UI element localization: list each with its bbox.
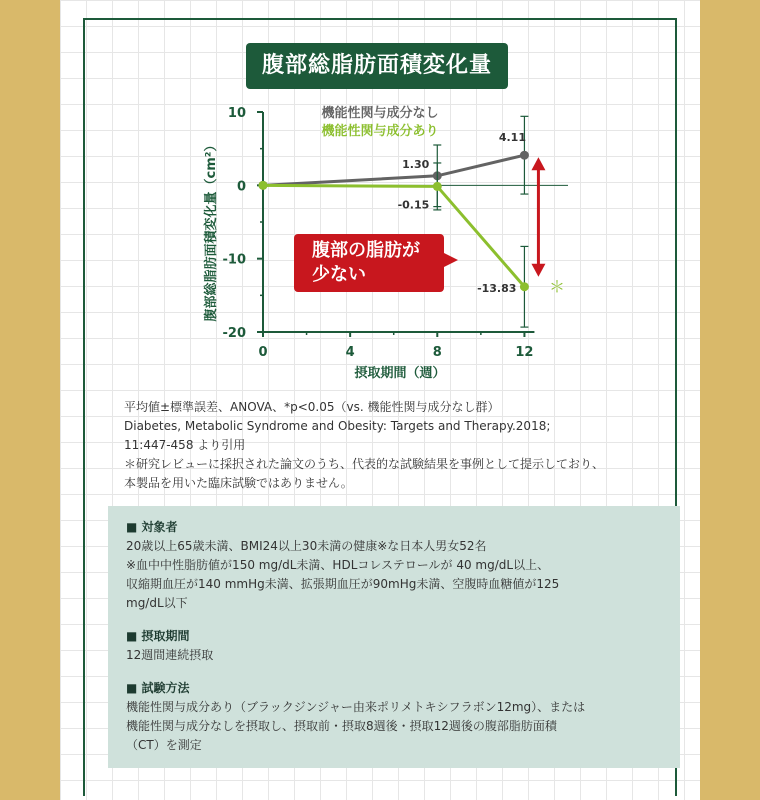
legend-without-ingredient: 機能性関与成分なし xyxy=(321,106,439,121)
data-point xyxy=(520,282,529,291)
data-label: -13.83 xyxy=(477,281,517,295)
data-point xyxy=(433,182,442,191)
series-line-0 xyxy=(263,155,524,185)
x-tick-label: 0 xyxy=(258,345,268,360)
y-tick-label: -10 xyxy=(222,252,246,268)
y-tick-label: -20 xyxy=(222,326,246,341)
method-title: ■ 試験方法 xyxy=(126,681,190,695)
y-tick-label: 10 xyxy=(227,106,246,121)
subjects-line: 20歳以上65歳未満、BMI24以上30未満の健康※な日本人男女52名 xyxy=(126,539,487,553)
period-title: ■ 摂取期間 xyxy=(126,629,190,643)
note-line: Diabetes, Metabolic Syndrome and Obesity: Targets and Therapy.2018; xyxy=(124,419,551,433)
difference-arrow-head-down xyxy=(531,264,545,277)
data-point xyxy=(520,151,529,160)
significance-mark: ＊ xyxy=(549,277,566,296)
callout-less-belly-fat xyxy=(294,234,444,292)
x-tick-label: 8 xyxy=(432,345,442,360)
y-tick-label: 0 xyxy=(236,179,246,195)
x-tick-label: 12 xyxy=(515,345,534,360)
chart-series xyxy=(259,116,529,327)
data-label: 4.11 xyxy=(498,131,526,145)
note-line: ＊研究レビューに採択された論文のうち、代表的な試験結果を事例として提示しており、 xyxy=(124,457,605,471)
period-line: 12週間連続摂取 xyxy=(126,648,214,662)
subjects-title: ■ 対象者 xyxy=(126,520,178,534)
data-label: -0.15 xyxy=(397,198,430,212)
subjects-line: mg/dL以下 xyxy=(126,596,188,610)
subjects-line: ※血中中性脂肪値が150 mg/dL未満、HDLコレステロールが 40 mg/dL以上、 xyxy=(126,558,550,572)
callout-line-2: 少ない xyxy=(312,264,366,285)
note-line: 本製品を用いた臨床試験ではありません。 xyxy=(124,476,353,490)
method-line: 機能性関与成分なしを摂取し、摂取前・摂取8週後・摂取12週後の腹部脂肪面積 xyxy=(126,719,557,733)
method-section xyxy=(126,679,662,755)
method-line: 機能性関与成分あり（ブラックジンジャー由来ポリメトキシフラボン12mg）、または xyxy=(126,700,586,714)
chart-title: 腹部総脂肪面積変化量 xyxy=(246,43,508,89)
callout-line-1: 腹部の脂肪が xyxy=(312,240,420,261)
chart-axes xyxy=(263,112,568,332)
y-axis-label: 腹部総脂肪面積変化量（cm²） xyxy=(204,138,219,322)
chart-ticks xyxy=(223,106,534,360)
data-label: 1.30 xyxy=(402,157,430,171)
x-tick-label: 4 xyxy=(345,345,355,360)
legend-with-ingredient: 機能性関与成分あり xyxy=(321,124,439,139)
method-line: （CT）を測定 xyxy=(126,738,202,752)
note-line: 11:447-458 より引用 xyxy=(124,438,246,452)
subjects-line: 収縮期血圧が140 mmHg未満、拡張期血圧が90mHg未満、空腹時血糖値が125 xyxy=(126,577,560,591)
subjects-section xyxy=(126,518,662,613)
difference-arrow-head-up xyxy=(531,157,545,170)
x-axis-label: 摂取期間（週） xyxy=(354,366,446,381)
chart-notes xyxy=(124,398,664,493)
study-info-box xyxy=(108,506,680,768)
data-point xyxy=(259,181,268,190)
period-section xyxy=(126,627,662,665)
note-line: 平均値±標準誤差、ANOVA、*p<0.05（vs. 機能性関与成分なし群） xyxy=(124,400,500,414)
